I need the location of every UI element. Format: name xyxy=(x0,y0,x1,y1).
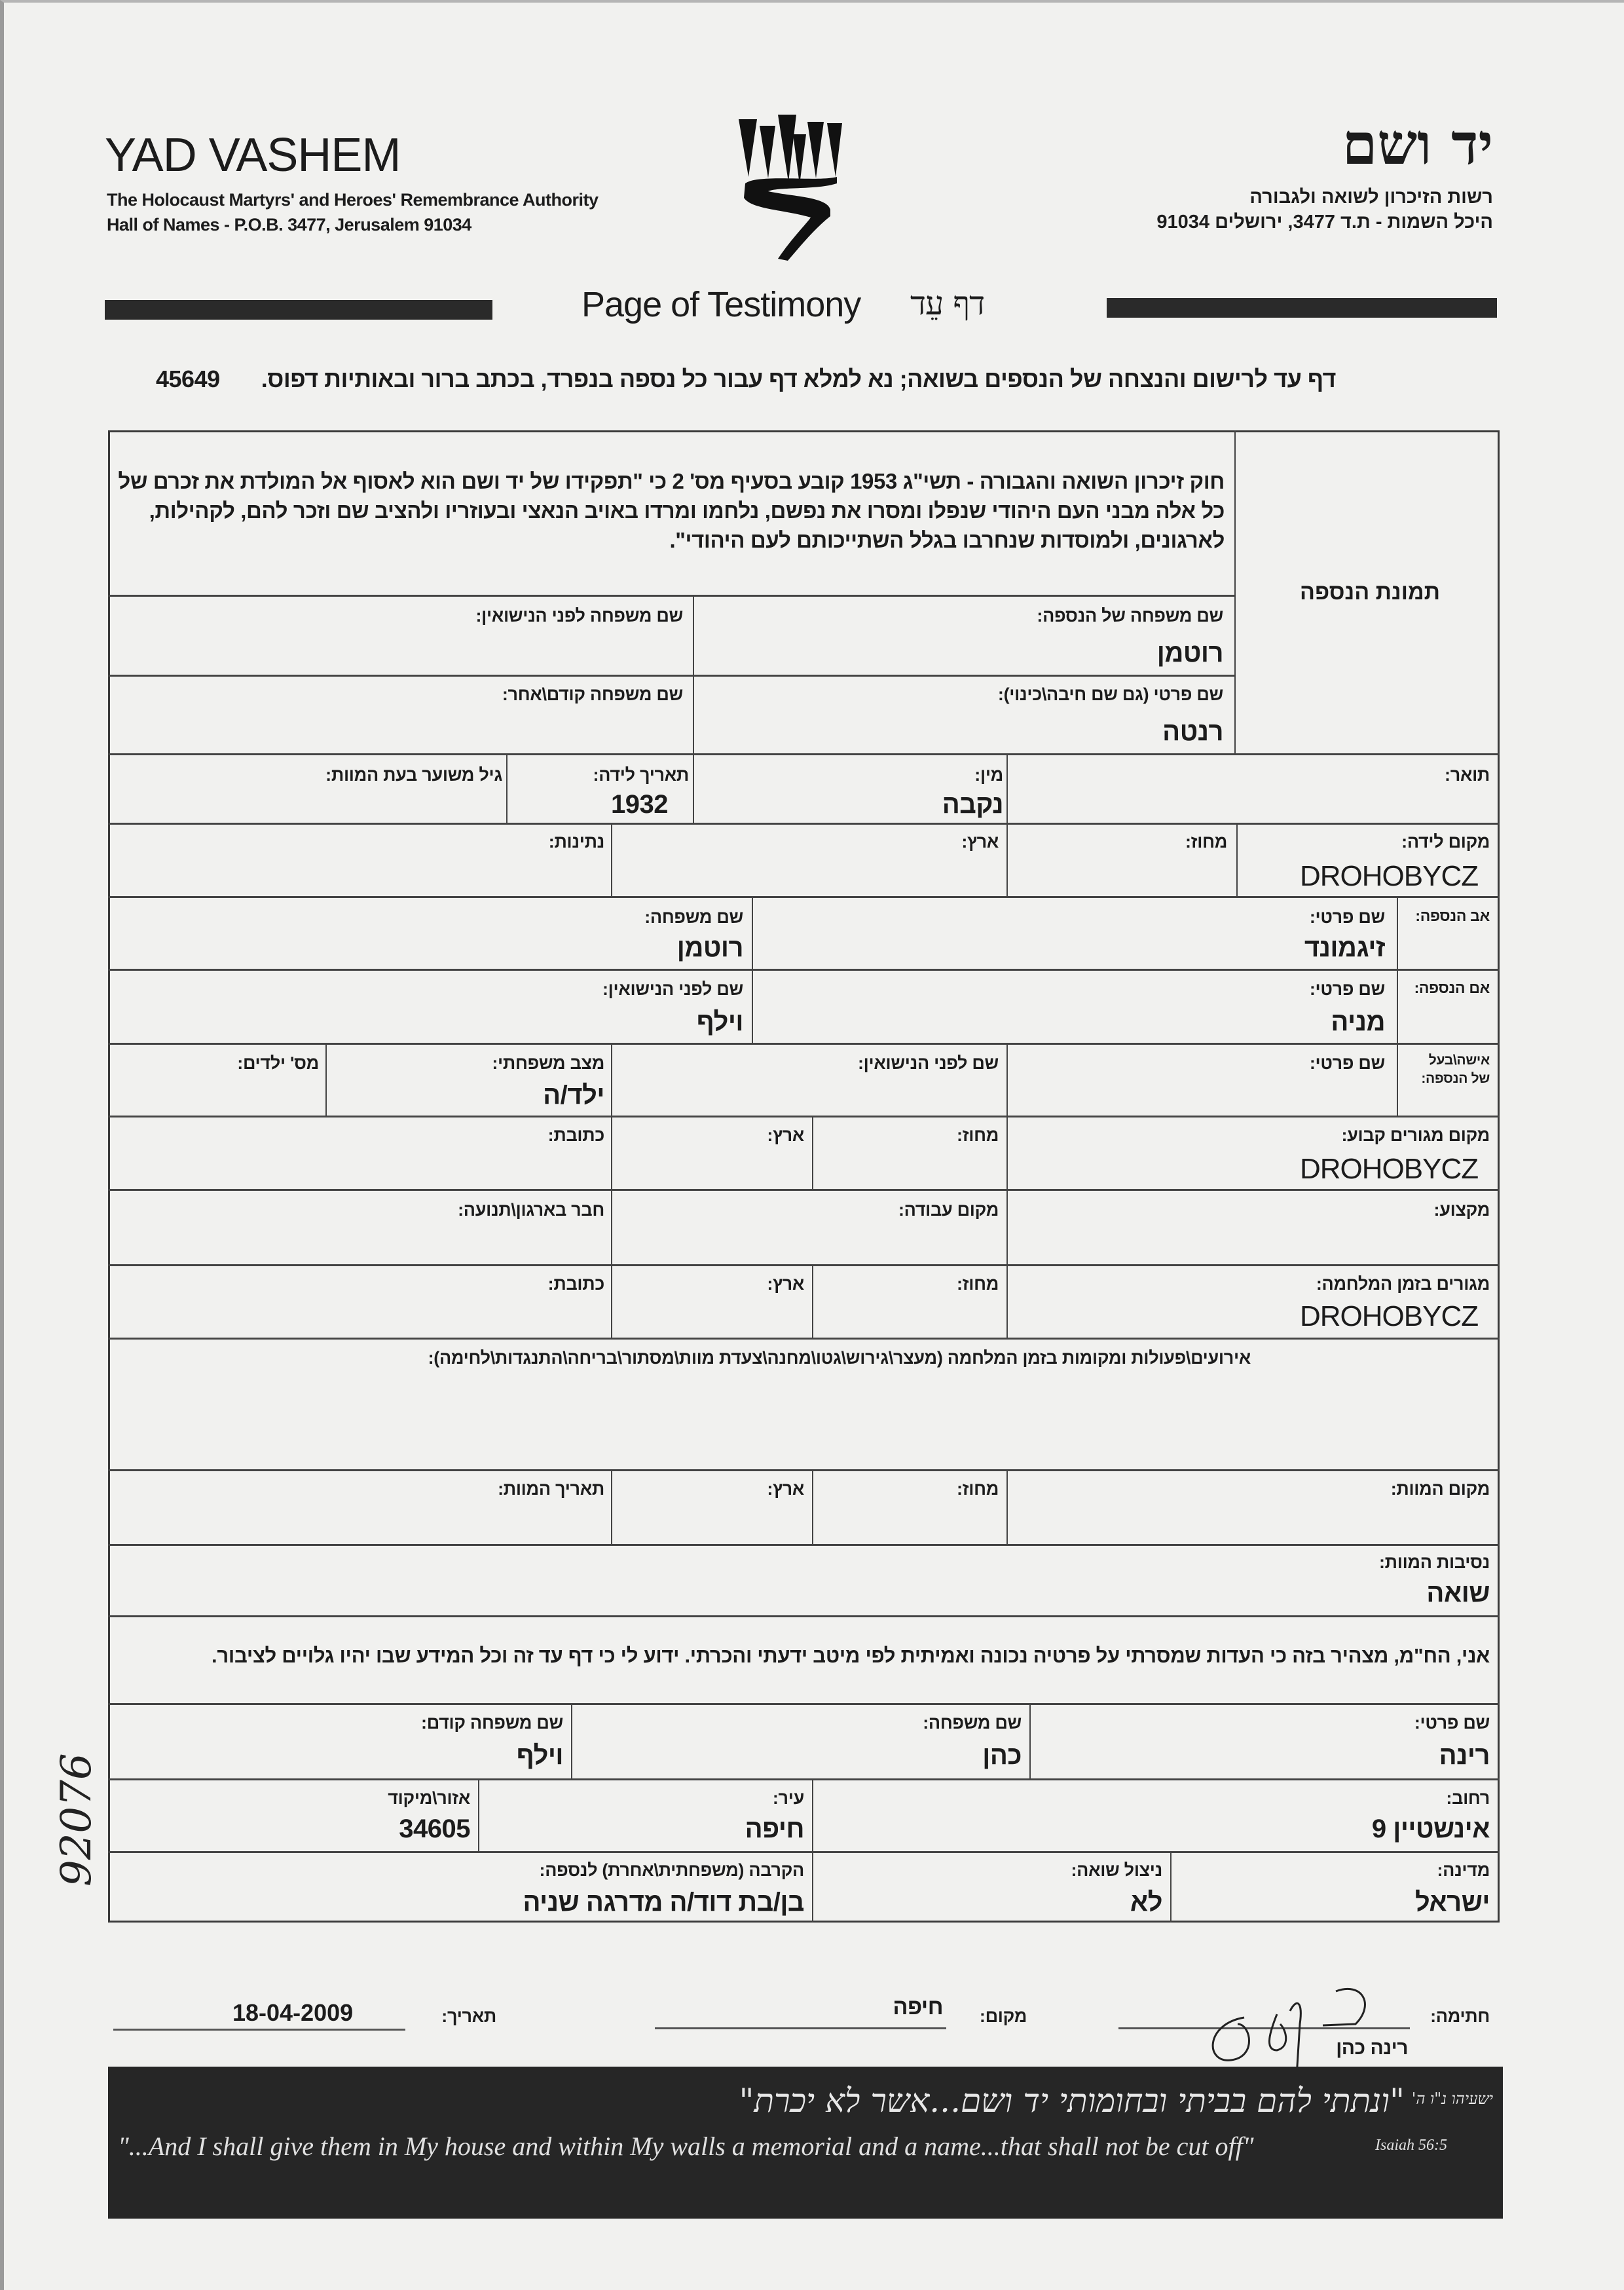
submitter-street-field[interactable]: אינשטיין 9 xyxy=(1371,1814,1490,1843)
date-label: תאריך: xyxy=(441,2006,496,2026)
org-name-en: YAD VASHEM xyxy=(105,129,401,181)
death-date-field[interactable] xyxy=(120,1507,604,1535)
col-divider xyxy=(1029,1703,1031,1778)
row-divider xyxy=(108,1851,1500,1853)
org-address-en: Hall of Names - P.O.B. 3477, Jerusalem 91034 xyxy=(107,215,471,235)
row-divider xyxy=(108,1116,1500,1117)
death-country-field[interactable] xyxy=(614,1507,804,1535)
org-address-he: היכל השמות - ת.ד 3477, ירושלים 91034 xyxy=(1156,212,1493,233)
row-divider xyxy=(108,675,1234,677)
relation-field[interactable]: בן/בת דוד/ה מדרגה שניה xyxy=(523,1888,804,1917)
row-divider xyxy=(108,1043,1500,1045)
profession-label: מקצוע: xyxy=(1433,1200,1490,1220)
wartime-events-field[interactable] xyxy=(134,1382,1490,1461)
submitter-country-field[interactable]: ישראל xyxy=(1414,1888,1490,1917)
victim-birth-country-field[interactable] xyxy=(619,860,999,889)
page-title-en: Page of Testimony xyxy=(581,285,861,324)
wartime-residence-field[interactable]: DROHOBYCZ xyxy=(1300,1300,1479,1332)
spouse-first-name-field[interactable] xyxy=(1018,1081,1385,1110)
col-divider xyxy=(1234,430,1236,753)
spouse-maiden-name-label: שם לפני הנישואין: xyxy=(857,1053,999,1073)
wartime-address-label: כתובת: xyxy=(547,1274,604,1294)
victim-maiden-name-field[interactable] xyxy=(159,639,683,667)
death-date-label: תאריך המוות: xyxy=(498,1479,604,1499)
col-divider xyxy=(693,753,694,823)
spouse-row-label-line: של הנספה: xyxy=(1421,1071,1490,1086)
death-country-label: ארץ: xyxy=(767,1479,804,1499)
place-label: מקום: xyxy=(979,2006,1027,2026)
profession-field[interactable] xyxy=(1018,1228,1490,1257)
instruction-text: דף עד לרישום והנצחה של הנספים בשואה; נא למלא דף עבור כל נספה בנפרד, בכתב ברור ובאותיות דפוס. xyxy=(261,366,1336,392)
title-bar-right xyxy=(1107,298,1497,318)
col-divider xyxy=(752,896,753,1043)
handwritten-margin-number: 92076 xyxy=(52,1753,101,1886)
submitter-zip-label: אזור\מיקוד xyxy=(388,1788,470,1808)
yad-vashem-menorah-logo-icon xyxy=(739,111,857,282)
victim-prev-last-name-field[interactable] xyxy=(159,717,683,746)
victim-birth-place-field[interactable]: DROHOBYCZ xyxy=(1300,860,1479,892)
row-divider xyxy=(108,1615,1500,1617)
father-row-label: אב הנספה: xyxy=(1415,907,1490,924)
father-last-name-label: שם משפחה: xyxy=(644,907,743,927)
submitter-zip-field[interactable]: 34605 xyxy=(399,1814,470,1843)
row-divider xyxy=(108,1338,1500,1340)
residence-address-label: כתובת: xyxy=(547,1125,604,1145)
submitter-country-label: מדינה: xyxy=(1437,1860,1490,1880)
children-count-field[interactable] xyxy=(122,1081,319,1110)
mother-row-label: אם הנספה: xyxy=(1414,979,1490,996)
col-divider xyxy=(1397,896,1398,1116)
victim-birth-place-label: מקום לידה: xyxy=(1401,832,1490,852)
place-line xyxy=(655,2027,946,2029)
residence-country-label: ארץ: xyxy=(767,1125,804,1145)
row-divider xyxy=(108,1703,1500,1705)
father-first-name-label: שם פרטי: xyxy=(1309,907,1385,927)
col-divider xyxy=(1006,1116,1008,1338)
date-line xyxy=(113,2029,405,2031)
declaration-text: אני, הח"מ, מצהיר בזה כי העדות שמסרתי על פרטיה נכונה ואמיתית לפי מיטב ידעתי והכרתי. ידוע לי כי דף עד זה וכל המידע שבו יהיו גלויים לציבור. xyxy=(212,1644,1490,1667)
victim-nationality-label: נתינות: xyxy=(548,832,604,852)
row-divider xyxy=(108,753,1500,755)
victim-first-name-field[interactable]: רנטה xyxy=(1162,717,1223,746)
wartime-country-label: ארץ: xyxy=(767,1274,804,1294)
col-divider xyxy=(693,595,694,753)
submitter-street-label: רחוב: xyxy=(1446,1788,1490,1808)
mother-first-name-field[interactable]: מניה xyxy=(1331,1007,1385,1036)
marital-status-field[interactable]: ילד/ה xyxy=(543,1081,604,1110)
submitter-prev-last-name-field[interactable]: וילף xyxy=(516,1741,563,1770)
col-divider xyxy=(812,1469,813,1544)
death-region-field[interactable] xyxy=(815,1507,999,1535)
col-divider xyxy=(1006,753,1008,823)
col-divider xyxy=(1236,823,1238,896)
victim-birth-date-label: תאריך לידה: xyxy=(593,765,689,785)
submitter-first-name-field[interactable]: רינה xyxy=(1439,1741,1490,1770)
wartime-events-label: אירועים\פעולות ומקומות בזמן המלחמה (מעצר\גירוש\גטו\מחנה\צעדת מוות\מסתור\בריחה\התנגדות\לחימה): xyxy=(428,1348,1251,1368)
signer-name: רינה כהן xyxy=(1336,2037,1408,2059)
mother-first-name-label: שם פרטי: xyxy=(1309,979,1385,999)
organization-label: חבר בארגון\תנועה: xyxy=(458,1200,604,1220)
victim-last-name-field[interactable]: רוטמן xyxy=(1156,639,1223,667)
mother-maiden-name-label: שם לפני הנישואין: xyxy=(602,979,743,999)
death-circumstances-label: נסיבות המוות: xyxy=(1378,1552,1490,1572)
residence-region-field[interactable] xyxy=(815,1153,999,1182)
row-divider xyxy=(108,896,1500,898)
org-subtitle-en: The Holocaust Martyrs' and Heroes' Remembrance Authority xyxy=(107,190,599,210)
row-divider xyxy=(108,969,1500,971)
row-divider xyxy=(108,1264,1500,1266)
col-divider xyxy=(506,753,507,823)
death-region-label: מחוז: xyxy=(956,1479,999,1499)
col-divider xyxy=(611,1043,612,1116)
wartime-country-field[interactable] xyxy=(614,1300,804,1329)
submitter-last-name-field[interactable]: כהן xyxy=(982,1741,1022,1770)
residence-region-label: מחוז: xyxy=(956,1125,999,1145)
victim-maiden-name-label: שם משפחה לפני הנישואין: xyxy=(475,606,683,626)
col-divider xyxy=(812,1264,813,1338)
relation-label: הקרבה (משפחתית\אחרת) לנספה: xyxy=(539,1860,804,1880)
victim-gender-label: מין: xyxy=(974,765,1003,785)
wartime-residence-label: מגורים בזמן המלחמה: xyxy=(1316,1274,1490,1294)
victim-photo-placeholder[interactable]: תמונת הנספה xyxy=(1300,580,1441,605)
page-title-he: דף עֵד xyxy=(910,284,985,322)
victim-birth-date-field[interactable]: 1932 xyxy=(611,790,668,819)
form-number: 45649 xyxy=(156,366,220,392)
marital-status-label: מצב משפחתי: xyxy=(492,1053,604,1073)
wartime-region-label: מחוז: xyxy=(956,1274,999,1294)
victim-gender-field[interactable]: נקבה xyxy=(942,790,1003,819)
wartime-region-field[interactable] xyxy=(815,1300,999,1329)
date-field[interactable]: 18-04-2009 xyxy=(232,1999,354,2026)
col-divider xyxy=(1170,1851,1172,1923)
spouse-row-label xyxy=(1421,1051,1490,1088)
submitter-city-label: עיר: xyxy=(772,1788,804,1808)
col-divider xyxy=(611,823,612,896)
wartime-address-field[interactable] xyxy=(120,1300,604,1329)
victim-birth-region-field[interactable] xyxy=(1011,860,1227,889)
victim-nationality-field[interactable] xyxy=(120,860,604,889)
victim-age-at-death-label: גיל משוער בעת המוות: xyxy=(325,765,502,785)
footer-quote-he: "ונתתי להם בביתי ובחומותי יד ושם...אשר לא יכרת" xyxy=(739,2082,1405,2120)
row-divider xyxy=(108,1189,1500,1191)
children-count-label: מס' ילדים: xyxy=(237,1053,319,1073)
col-divider xyxy=(812,1116,813,1189)
death-place-label: מקום המוות: xyxy=(1390,1479,1490,1499)
victim-age-at-death-field[interactable] xyxy=(122,790,502,819)
workplace-label: מקום עבודה: xyxy=(898,1200,999,1220)
spouse-maiden-name-field[interactable] xyxy=(619,1081,999,1110)
col-divider xyxy=(325,1043,327,1116)
row-divider xyxy=(108,1544,1500,1546)
victim-birth-region-label: מחוז: xyxy=(1185,832,1227,852)
organization-field[interactable] xyxy=(120,1228,604,1257)
victim-title-field[interactable] xyxy=(1136,790,1490,819)
place-field[interactable]: חיפה xyxy=(893,1995,943,2019)
victim-title-label: תואר: xyxy=(1445,765,1490,785)
victim-birth-country-label: ארץ: xyxy=(961,832,999,852)
law-text xyxy=(111,466,1225,555)
victim-last-name-label: שם משפחה של הנספה: xyxy=(1037,606,1223,626)
title-bar-left xyxy=(105,300,492,320)
law-text-line: חוק זיכרון השואה והגבורה - תשי"ג 1953 קובע בסעיף מס' 2 כי "תפקידו של יד ושם הוא לאסוף אל המולדת את זכרם של xyxy=(118,469,1225,493)
law-text-line: לארגונים, ולמוסדות שנחרבו בגלל השתייכותם לעם היהודי". xyxy=(669,528,1225,552)
spouse-row-label-line: אישה\בעל xyxy=(1428,1053,1490,1068)
survivor-label: ניצול שואה: xyxy=(1071,1860,1162,1880)
col-divider xyxy=(478,1778,479,1851)
col-divider xyxy=(812,1851,813,1923)
col-divider xyxy=(571,1703,572,1778)
col-divider xyxy=(1006,1043,1008,1116)
org-subtitle-he: רשות הזיכרון לשואה ולגבורה xyxy=(1249,187,1493,208)
row-divider xyxy=(108,1469,1500,1471)
footer-quote-he-source: ישעיהו נ"ו ה' xyxy=(1411,2090,1493,2108)
residence-address-field[interactable] xyxy=(120,1153,604,1182)
submitter-last-name-label: שם משפחה: xyxy=(923,1713,1022,1733)
residence-country-field[interactable] xyxy=(614,1153,804,1182)
mother-maiden-name-field[interactable]: וילף xyxy=(696,1007,743,1036)
spouse-first-name-label: שם פרטי: xyxy=(1309,1053,1385,1073)
residence-field[interactable]: DROHOBYCZ xyxy=(1300,1153,1479,1185)
col-divider xyxy=(611,1469,612,1544)
col-divider xyxy=(1006,823,1008,896)
col-divider xyxy=(1006,1469,1008,1544)
row-divider xyxy=(108,1778,1500,1780)
submitter-prev-last-name-label: שם משפחה קודם: xyxy=(421,1713,563,1733)
col-divider xyxy=(812,1778,813,1851)
survivor-field[interactable]: לא xyxy=(1130,1888,1162,1917)
victim-prev-last-name-label: שם משפחה קודם\אחר: xyxy=(502,685,683,704)
workplace-field[interactable] xyxy=(619,1228,999,1257)
submitter-city-field[interactable]: חיפה xyxy=(745,1814,804,1843)
signature-label: חתימה: xyxy=(1430,2006,1490,2026)
victim-first-name-label: שם פרטי (גם שם חיבה\כינוי): xyxy=(997,685,1223,704)
row-divider xyxy=(108,823,1500,825)
footer-quote-en: "...And I shall give them in My house and within My walls a memorial and a name...that shall not be cut off" xyxy=(118,2131,1254,2161)
father-first-name-field[interactable]: זיגמונד xyxy=(1304,933,1385,962)
org-name-he: יד ושם xyxy=(1342,111,1493,178)
footer-quote-en-source: Isaiah 56:5 xyxy=(1375,2137,1447,2154)
residence-label: מקום מגורים קבוע: xyxy=(1341,1125,1490,1145)
law-text-line: כל אלה מבני העם היהודי שנפלו ומסרו את נפשם, נלחמו ומרדו באויב הנאצי ובעוזריו ולהציב שם וזכר להם, לקהילות, xyxy=(149,498,1225,523)
death-place-field[interactable] xyxy=(1018,1507,1490,1535)
submitter-first-name-label: שם פרטי: xyxy=(1414,1713,1490,1733)
father-last-name-field[interactable]: רוטמן xyxy=(676,933,743,962)
row-divider xyxy=(108,595,1234,597)
col-divider xyxy=(611,1116,612,1338)
death-circumstances-field[interactable]: שואה xyxy=(1426,1579,1490,1607)
